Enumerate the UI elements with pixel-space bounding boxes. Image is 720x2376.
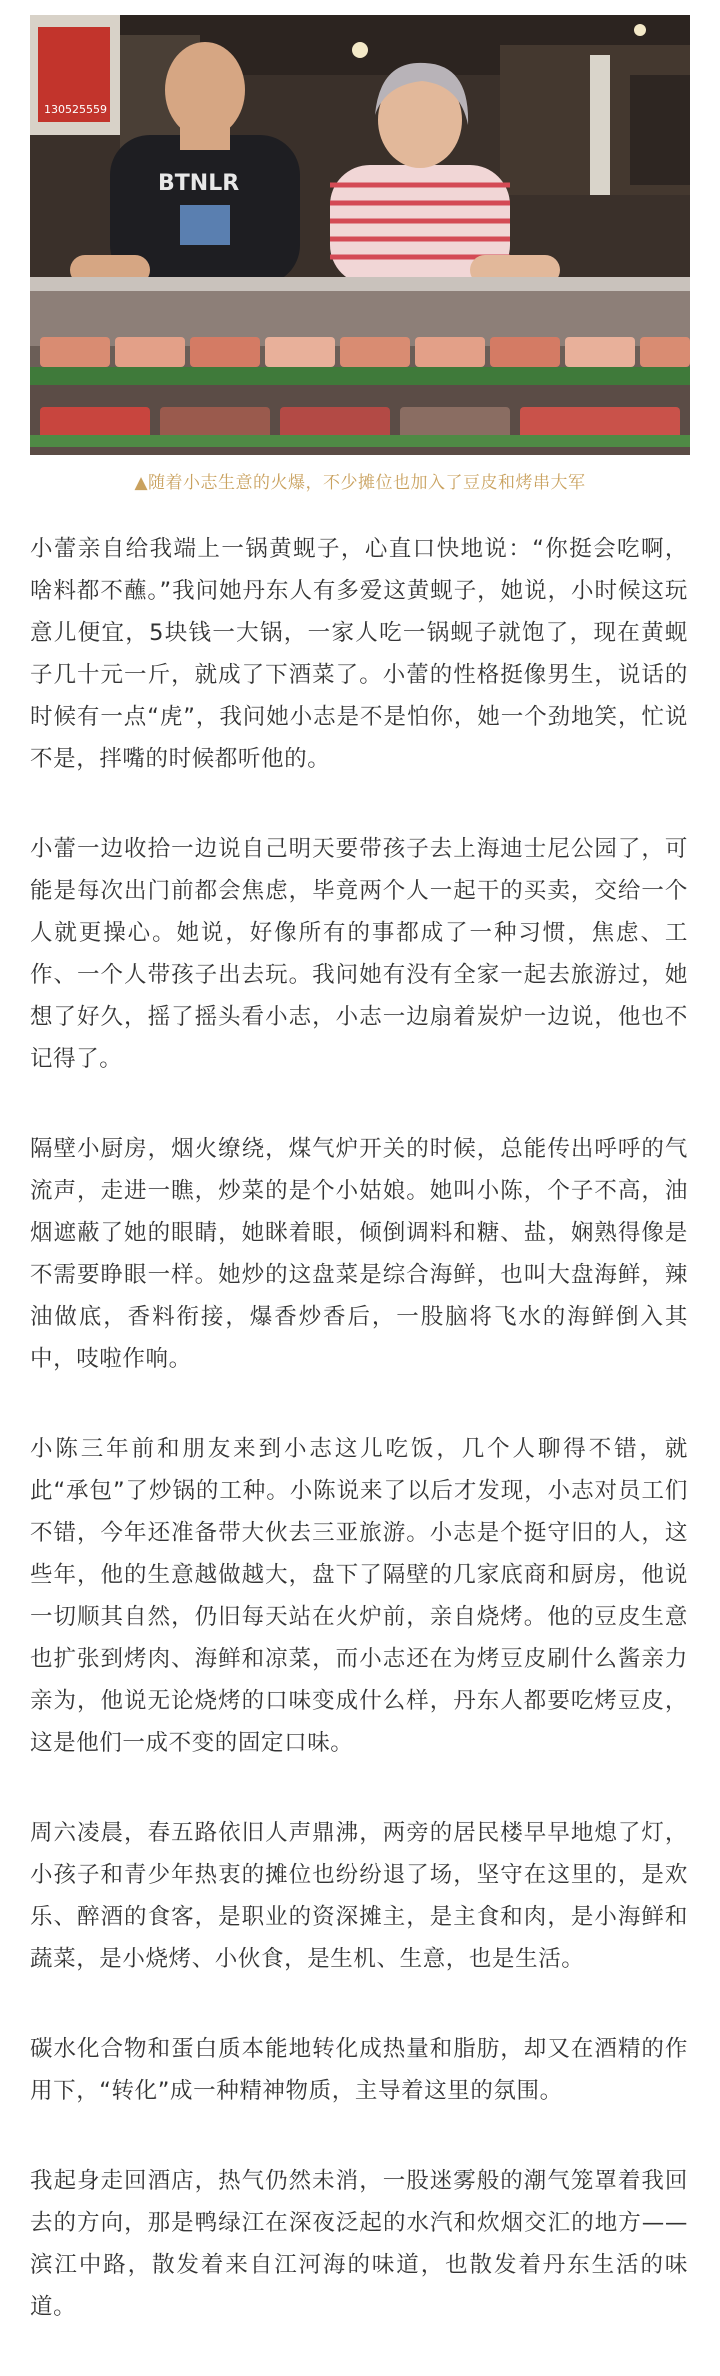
market-stall-photo — [30, 15, 690, 455]
paragraph-3: 隔壁小厨房，烟火缭绕，煤气炉开关的时候，总能传出呼呼的气流声，走进一瞧，炒菜的是个小姑娘。她叫小陈，个子不高，油烟遮蔽了她的眼睛，她眯着眼，倾倒调料和糖、盐，娴熟得像是不需要睁眼一样。她炒的这盘菜是综合海鲜，也叫大盘海鲜，辣油做底，香料衔接，爆香炒香后，一股脑将飞水的海鲜倒入其中，吱啦作响。 — [30, 1136, 688, 1372]
paragraph-1: 小蕾亲自给我端上一锅黄蚬子，心直口快地说：“你挺会吃啊，啥料都不蘸。”我问她丹东人有多爱这黄蚬子，她说，小时候这玩意儿便宜，5块钱一大锅，一家人吃一锅蚬子就饱了，现在黄蚬子几十元一斤，就成了下酒菜了。小蕾的性格挺像男生，说话的时候有一点“虎”，我问她小志是不是怕你，她一个劲地笑，忙说不是，拌嘴的时候都听他的。 — [30, 536, 688, 772]
article-body — [30, 528, 688, 2376]
paragraph-2: 小蕾一边收拾一边说自己明天要带孩子去上海迪士尼公园了，可能是每次出门前都会焦虑，毕竟两个人一起干的买卖，交给一个人就更操心。她说，好像所有的事都成了一种习惯，焦虑、工作、一个人带孩子出去玩。我问她有没有全家一起去旅游过，她想了好久，摇了摇头看小志，小志一边扇着炭炉一边说，他也不记得了。 — [30, 836, 688, 1072]
paragraph-6: 碳水化合物和蛋白质本能地转化成热量和脂肪，却又在酒精的作用下，“转化”成一种精神物质，主导着这里的氛围。 — [30, 2036, 688, 2104]
paragraph-4: 小陈三年前和朋友来到小志这儿吃饭，几个人聊得不错，就此“承包”了炒锅的工种。小陈说来了以后才发现，小志对员工们不错，今年还准备带大伙去三亚旅游。小志是个挺守旧的人，这些年，他的生意越做越大，盘下了隔壁的几家底商和厨房，他说一切顺其自然，仍旧每天站在火炉前，亲自烧烤。他的豆皮生意也扩张到烤肉、海鲜和凉菜，而小志还在为烤豆皮刷什么酱亲力亲为，他说无论烧烤的口味变成什么样，丹东人都要吃烤豆皮，这是他们一成不变的固定口味。 — [30, 1436, 688, 1756]
photo-caption: ▲随着小志生意的火爆，不少摊位也加入了豆皮和烤串大军 — [134, 473, 586, 493]
photo-illustration — [30, 15, 690, 455]
paragraph-5: 周六凌晨，春五路依旧人声鼎沸，两旁的居民楼早早地熄了灯，小孩子和青少年热衷的摊位也纷纷退了场，坚守在这里的，是欢乐、醉酒的食客，是职业的资深摊主，是主食和肉，是小海鲜和蔬菜，是小烧烤、小伙食，是生机、生意，也是生活。 — [30, 1820, 688, 1972]
sign-number: 130525559 — [44, 103, 107, 116]
shirt-text: BTNLR — [158, 171, 240, 196]
counter-rail — [30, 277, 690, 291]
seafood-trays — [30, 337, 690, 455]
paragraph-7: 我起身走回酒店，热气仍然未消，一股迷雾般的潮气笼罩着我回去的方向，那是鸭绿江在深夜泛起的水汽和炊烟交汇的地方——滨江中路，散发着来自江河海的味道，也散发着丹东生活的味道。 — [30, 2168, 688, 2320]
